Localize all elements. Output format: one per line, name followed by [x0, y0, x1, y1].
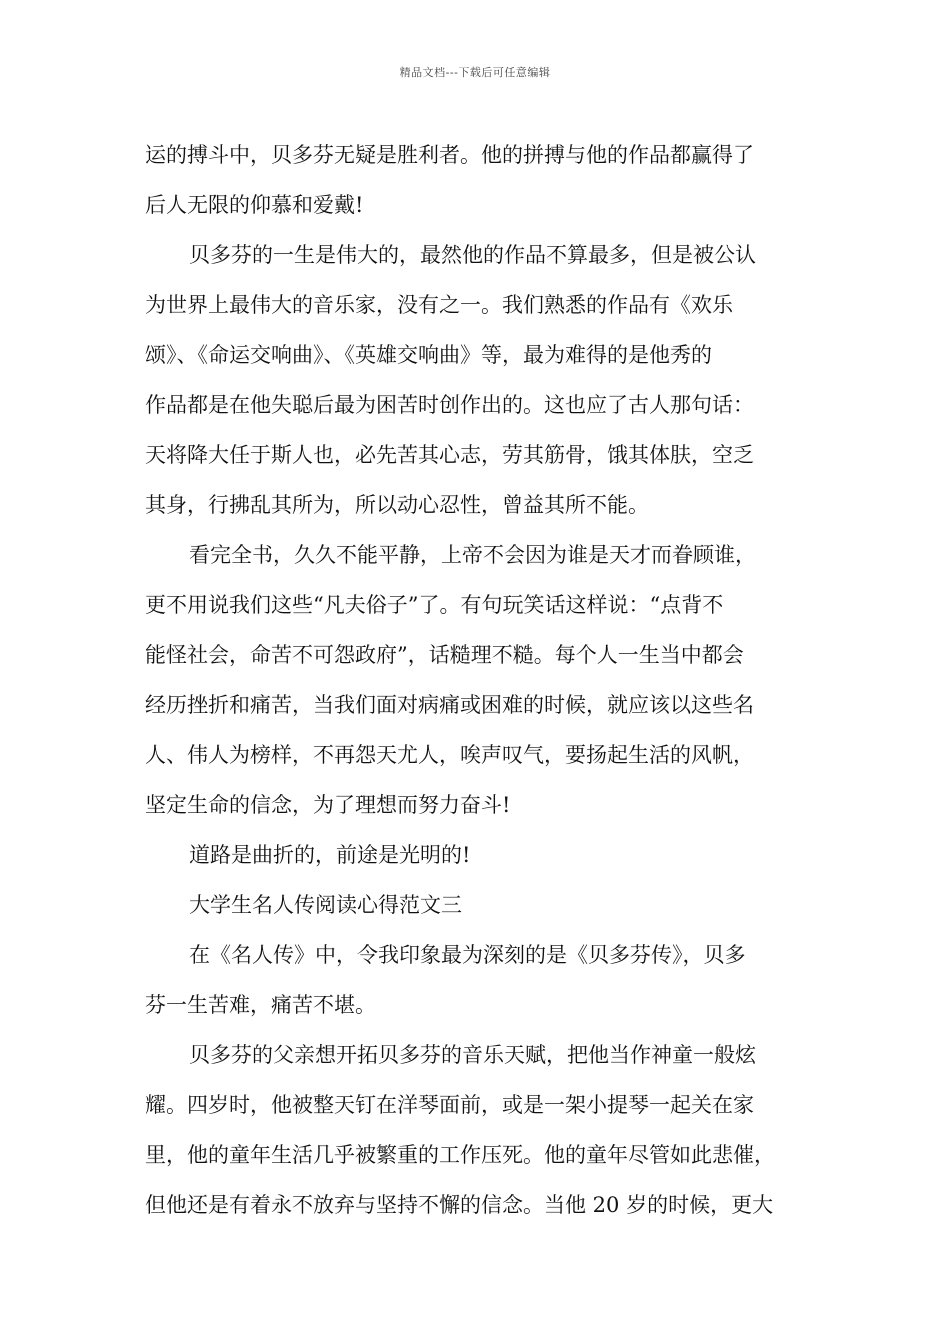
- paragraph-start-line: 看完全书，久久不能平静，上帝不会因为谁是天才而眷顾谁，: [189, 543, 756, 567]
- section-title: 大学生名人传阅读心得范文三: [189, 893, 462, 917]
- text-line: 耀。四岁时，他被整天钉在洋琴面前，或是一架小提琴一起关在家: [145, 1093, 754, 1117]
- page-header: 精品文档---下载后可任意编辑: [399, 66, 551, 79]
- text-line: 人、伟人为榜样，不再怨天尤人，唉声叹气，要扬起生活的风帆，: [145, 743, 754, 767]
- text-line: 经历挫折和痛苦，当我们面对病痛或困难的时候，就应该以这些名: [145, 693, 754, 717]
- text-line: 其身，行拂乱其所为，所以动心忍性，曾益其所不能。: [145, 493, 649, 517]
- body-text: [145, 130, 830, 1230]
- paragraph-start-line: 在《名人传》中，令我印象最为深刻的是《贝多芬传》，贝多: [189, 943, 746, 967]
- text-line: 坚定生命的信念，为了理想而努力奋斗!: [145, 793, 511, 817]
- text-line: 芬一生苦难，痛苦不堪。: [145, 993, 376, 1017]
- paragraph-start-line: 贝多芬的一生是伟大的，最然他的作品不算最多，但是被公认: [189, 243, 756, 267]
- text-line: 颂》、《命运交响曲》、《英雄交响曲》等，最为难得的是他秀的: [145, 343, 712, 367]
- text-line: 运的搏斗中，贝多芬无疑是胜利者。他的拼搏与他的作品都赢得了: [145, 143, 754, 167]
- text-line: 能怪社会，命苦不可怨政府”，话糙理不糙。每个人一生当中都会: [145, 643, 744, 667]
- text-line: 里，他的童年生活几乎被繁重的工作压死。他的童年尽管如此悲催，: [145, 1143, 775, 1167]
- text-line: 更不用说我们这些“凡夫俗子”了。有句玩笑话这样说：“点背不: [145, 593, 724, 617]
- text-line: 为世界上最伟大的音乐家，没有之一。我们熟悉的作品有《欢乐: [145, 293, 733, 317]
- text-line: 后人无限的仰慕和爱戴!: [145, 193, 364, 217]
- text-line: 但他还是有着永不放弃与坚持不懈的信念。当他 20 岁的时候，更大: [145, 1193, 774, 1217]
- text-line: 作品都是在他失聪后最为困苦时创作出的。这也应了古人那句话：: [145, 393, 754, 417]
- paragraph-start-line: 道路是曲折的，前途是光明的!: [189, 843, 471, 867]
- text-line: 天将降大任于斯人也，必先苦其心志，劳其筋骨，饿其体肤，空乏: [145, 443, 754, 467]
- paragraph-start-line: 贝多芬的父亲想开拓贝多芬的音乐天赋，把他当作神童一般炫: [189, 1043, 756, 1067]
